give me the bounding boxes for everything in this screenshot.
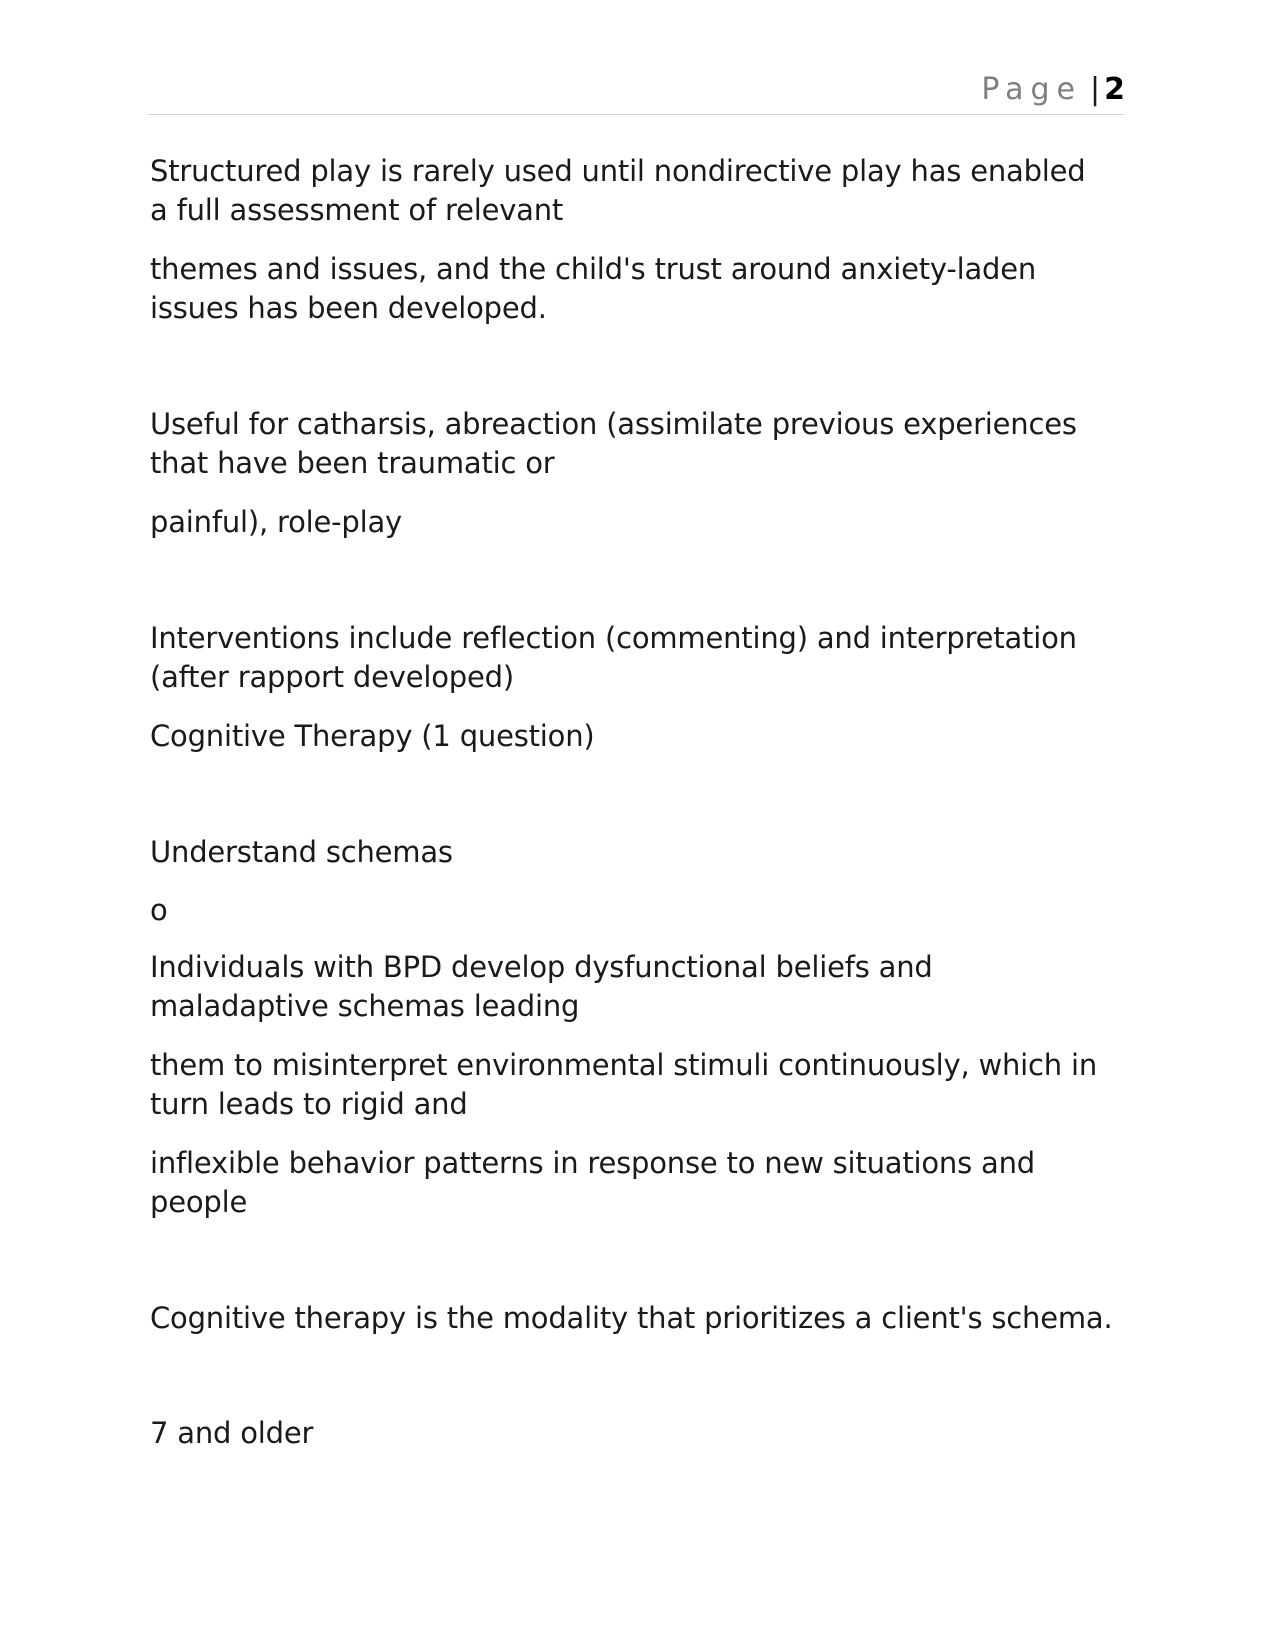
- section-heading: Cognitive Therapy (1 question): [150, 719, 595, 753]
- body-line: that have been traumatic or: [150, 446, 555, 480]
- body-line: issues has been developed.: [150, 291, 547, 325]
- page-separator: |: [1090, 72, 1101, 107]
- body-line: Understand schemas: [150, 835, 453, 869]
- page-number: 2: [1104, 72, 1125, 107]
- body-line: Structured play is rarely used until nondirective play has enabled: [150, 154, 1086, 188]
- body-line: (after rapport developed): [150, 660, 514, 694]
- body-line: Cognitive therapy is the modality that prioritizes a client's schema.: [150, 1301, 1113, 1335]
- body-line: Interventions include reflection (commenting) and interpretation: [150, 621, 1077, 655]
- bullet-marker: o: [150, 893, 168, 927]
- page-label: Page: [981, 72, 1083, 107]
- body-line: people: [150, 1185, 248, 1219]
- page-header: [147, 72, 1125, 115]
- body-line: inflexible behavior patterns in response to new situations and: [150, 1146, 1035, 1180]
- body-line: Individuals with BPD develop dysfunctional beliefs and: [150, 950, 933, 984]
- body-line: painful), role-play: [150, 505, 403, 539]
- body-line: a full assessment of relevant: [150, 193, 564, 227]
- body-line: turn leads to rigid and: [150, 1087, 468, 1121]
- body-line: maladaptive schemas leading: [150, 989, 580, 1023]
- body-line: themes and issues, and the child's trust around anxiety-laden: [150, 252, 1037, 286]
- body-line: 7 and older: [150, 1416, 314, 1450]
- body-line: Useful for catharsis, abreaction (assimilate previous experiences: [150, 407, 1077, 441]
- body-line: them to misinterpret environmental stimuli continuously, which in: [150, 1048, 1098, 1082]
